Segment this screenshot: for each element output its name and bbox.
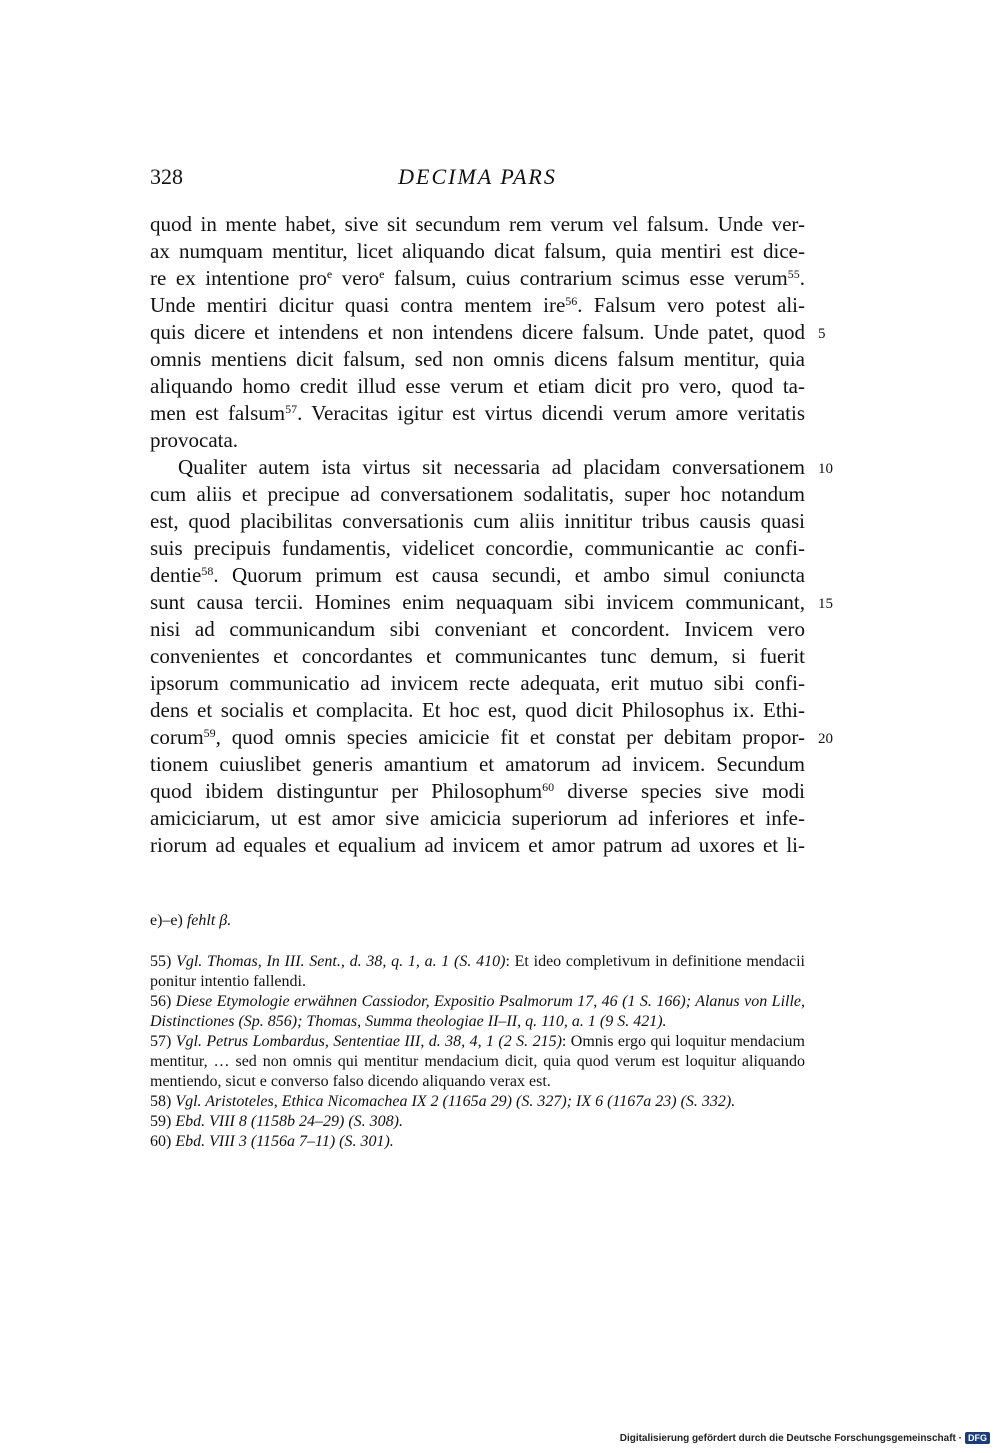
text-line: cum aliis et precipue ad conversationem sodalitatis, super hoc notandum bbox=[150, 482, 805, 506]
critical-apparatus bbox=[150, 911, 805, 931]
footnote-reference: Vgl. Thomas, In III. Sent., d. 38, q. 1, a. 1 (S. 410) bbox=[176, 953, 506, 970]
footnote-number: 56) bbox=[150, 993, 172, 1010]
footnote-60 bbox=[150, 1132, 805, 1152]
text-fragment: . bbox=[799, 266, 805, 290]
text-fragment: . Falsum vero potest ali- bbox=[577, 293, 805, 317]
dfg-logo: DFG bbox=[965, 1432, 990, 1444]
text-fragment: re ex intentione pro bbox=[150, 266, 327, 290]
text-fragment: corum bbox=[150, 725, 204, 749]
footnote-number: 60) bbox=[150, 1133, 172, 1150]
text-fragment: Unde mentiri dicitur quasi contra mentem ire bbox=[150, 293, 566, 317]
line-number-5: 5 bbox=[818, 326, 826, 342]
footnote-ref-55[interactable]: 55 bbox=[787, 267, 800, 281]
text-line: provocata. bbox=[150, 428, 239, 452]
text-line: tionem cuiuslibet generis amantium et amatorum ad invicem. Secundum bbox=[150, 752, 805, 776]
footnote-ref-60[interactable]: 60 bbox=[542, 780, 555, 794]
footnote-reference: Vgl. Aristoteles, Ethica Nicomachea IX 2 (1165a 29) (S. 327); IX 6 (1167a 23) (S. 332). bbox=[175, 1093, 736, 1110]
footnote-57 bbox=[150, 1032, 805, 1092]
text-line: ax numquam mentitur, licet aliquando dicat falsum, quia mentiri est dice- bbox=[150, 239, 805, 263]
footnote-55 bbox=[150, 952, 805, 992]
apparatus-label: e)–e) bbox=[150, 912, 183, 929]
text-line bbox=[150, 778, 805, 805]
text-fragment: diverse species sive modi bbox=[554, 779, 805, 803]
text-line: nisi ad communicandum sibi conveniant et concordent. Invicem vero bbox=[150, 617, 805, 641]
text-line: dens et socialis et complacita. Et hoc est, quod dicit Philosophus ix. Ethi- bbox=[150, 698, 805, 722]
footnote-ref-56[interactable]: 56 bbox=[565, 294, 578, 308]
text-line bbox=[150, 292, 805, 319]
footnote-59 bbox=[150, 1112, 805, 1132]
footnote-number: 58) bbox=[150, 1093, 172, 1110]
footnote-number: 55) bbox=[150, 953, 172, 970]
text-line: riorum ad equales et equalium ad invicem et amor patrum ad uxores et li- bbox=[150, 833, 805, 857]
footnote-number: 59) bbox=[150, 1113, 172, 1130]
footnote-quote: : Et ideo completivum in definitione mendacii ponitur intentio fallendi. bbox=[150, 953, 805, 990]
text-fragment: . Quorum primum est causa secundi, et ambo simul coniuncta bbox=[213, 563, 805, 587]
text-fragment: quod ibidem distinguntur per Philosophum bbox=[150, 779, 543, 803]
text-fragment: dentie bbox=[150, 563, 202, 587]
page-number: 328 bbox=[150, 164, 183, 189]
text-fragment: , quod omnis species amicicie fit et constat per debitam propor- bbox=[215, 725, 805, 749]
digitization-credit bbox=[620, 1432, 990, 1444]
text-line: Qualiter autem ista virtus sit necessaria ad placidam conversationem bbox=[178, 455, 805, 479]
text-line: omnis mentiens dicit falsum, sed non omnis dicens falsum mentitur, quia bbox=[150, 347, 805, 371]
apparatus-marker: e bbox=[379, 267, 385, 281]
footnote-ref-59[interactable]: 59 bbox=[203, 726, 216, 740]
footnotes bbox=[150, 952, 805, 1152]
text-line: suis precipuis fundamentis, videlicet concordie, communicantie ac confi- bbox=[150, 536, 805, 560]
text-line: est, quod placibilitas conversationis cum aliis innititur tribus causis quasi bbox=[150, 509, 805, 533]
apparatus-text: fehlt β. bbox=[186, 912, 232, 929]
text-line: ipsorum communicatio ad invicem recte adequata, erit mutuo sibi confi- bbox=[150, 671, 805, 695]
text-line: quis dicere et intendens et non intendens dicere falsum. Unde patet, quod bbox=[150, 320, 805, 344]
footnote-number: 57) bbox=[150, 1033, 172, 1050]
footnote-ref-58[interactable]: 58 bbox=[201, 564, 214, 578]
text-fragment: men est falsum bbox=[150, 401, 286, 425]
text-line: aliquando homo credit illud esse verum et etiam dicit pro vero, quod ta- bbox=[150, 374, 805, 398]
line-number-10: 10 bbox=[818, 461, 833, 477]
footnote-quote: : Omnis ergo qui loquitur mendacium mentitur, … sed non omnis qui mentitur mendacium dicit, quia quod verum est loquitur aliquando mentiendo, sicut e converso falso dicendo aliquando verax est. bbox=[150, 1033, 805, 1090]
credit-text: Digitalisierung gefördert durch die Deutsche Forschungsgemeinschaft · bbox=[619, 1432, 962, 1444]
apparatus-marker: e bbox=[326, 267, 333, 281]
footnote-ref-57[interactable]: 57 bbox=[285, 402, 298, 416]
footnote-reference: Vgl. Petrus Lombardus, Sententiae III, d. 38, 4, 1 (2 S. 215) bbox=[175, 1033, 562, 1050]
text-line: sunt causa tercii. Homines enim nequaquam sibi invicem communicant, bbox=[150, 590, 805, 614]
line-number-20: 20 bbox=[818, 731, 833, 747]
footnote-58 bbox=[150, 1092, 805, 1112]
footnote-56 bbox=[150, 992, 805, 1032]
text-fragment: falsum, cuius contrarium scimus esse verum bbox=[384, 266, 788, 290]
footnote-reference: Ebd. VIII 8 (1158b 24–29) (S. 308). bbox=[175, 1113, 403, 1130]
text-line bbox=[150, 562, 805, 589]
text-line: quod in mente habet, sive sit secundum rem verum vel falsum. Unde ver- bbox=[150, 212, 805, 236]
footnote-reference: Diese Etymologie erwähnen Cassiodor, Expositio Psalmorum 17, 46 (1 S. 166); Alanus von Lille, Distinctiones (Sp. 856); Thomas, Summa theologiae II–II, q. 110, a. 1 (9 S. 421). bbox=[150, 993, 806, 1030]
text-fragment: . Veracitas igitur est virtus dicendi verum amore veritatis bbox=[297, 401, 806, 425]
text-line: amiciciarum, ut est amor sive amicicia superiorum ad inferiores et infe- bbox=[150, 806, 805, 830]
line-number-15: 15 bbox=[818, 596, 833, 612]
text-line: convenientes et concordantes et communicantes tunc demum, si fuerit bbox=[150, 644, 805, 668]
text-line bbox=[150, 265, 805, 292]
text-line bbox=[150, 724, 805, 751]
running-title: DECIMA PARS bbox=[398, 164, 557, 189]
text-fragment: vero bbox=[332, 266, 380, 290]
footnote-reference: Ebd. VIII 3 (1156a 7–11) (S. 301). bbox=[175, 1133, 394, 1150]
text-line bbox=[150, 400, 805, 427]
